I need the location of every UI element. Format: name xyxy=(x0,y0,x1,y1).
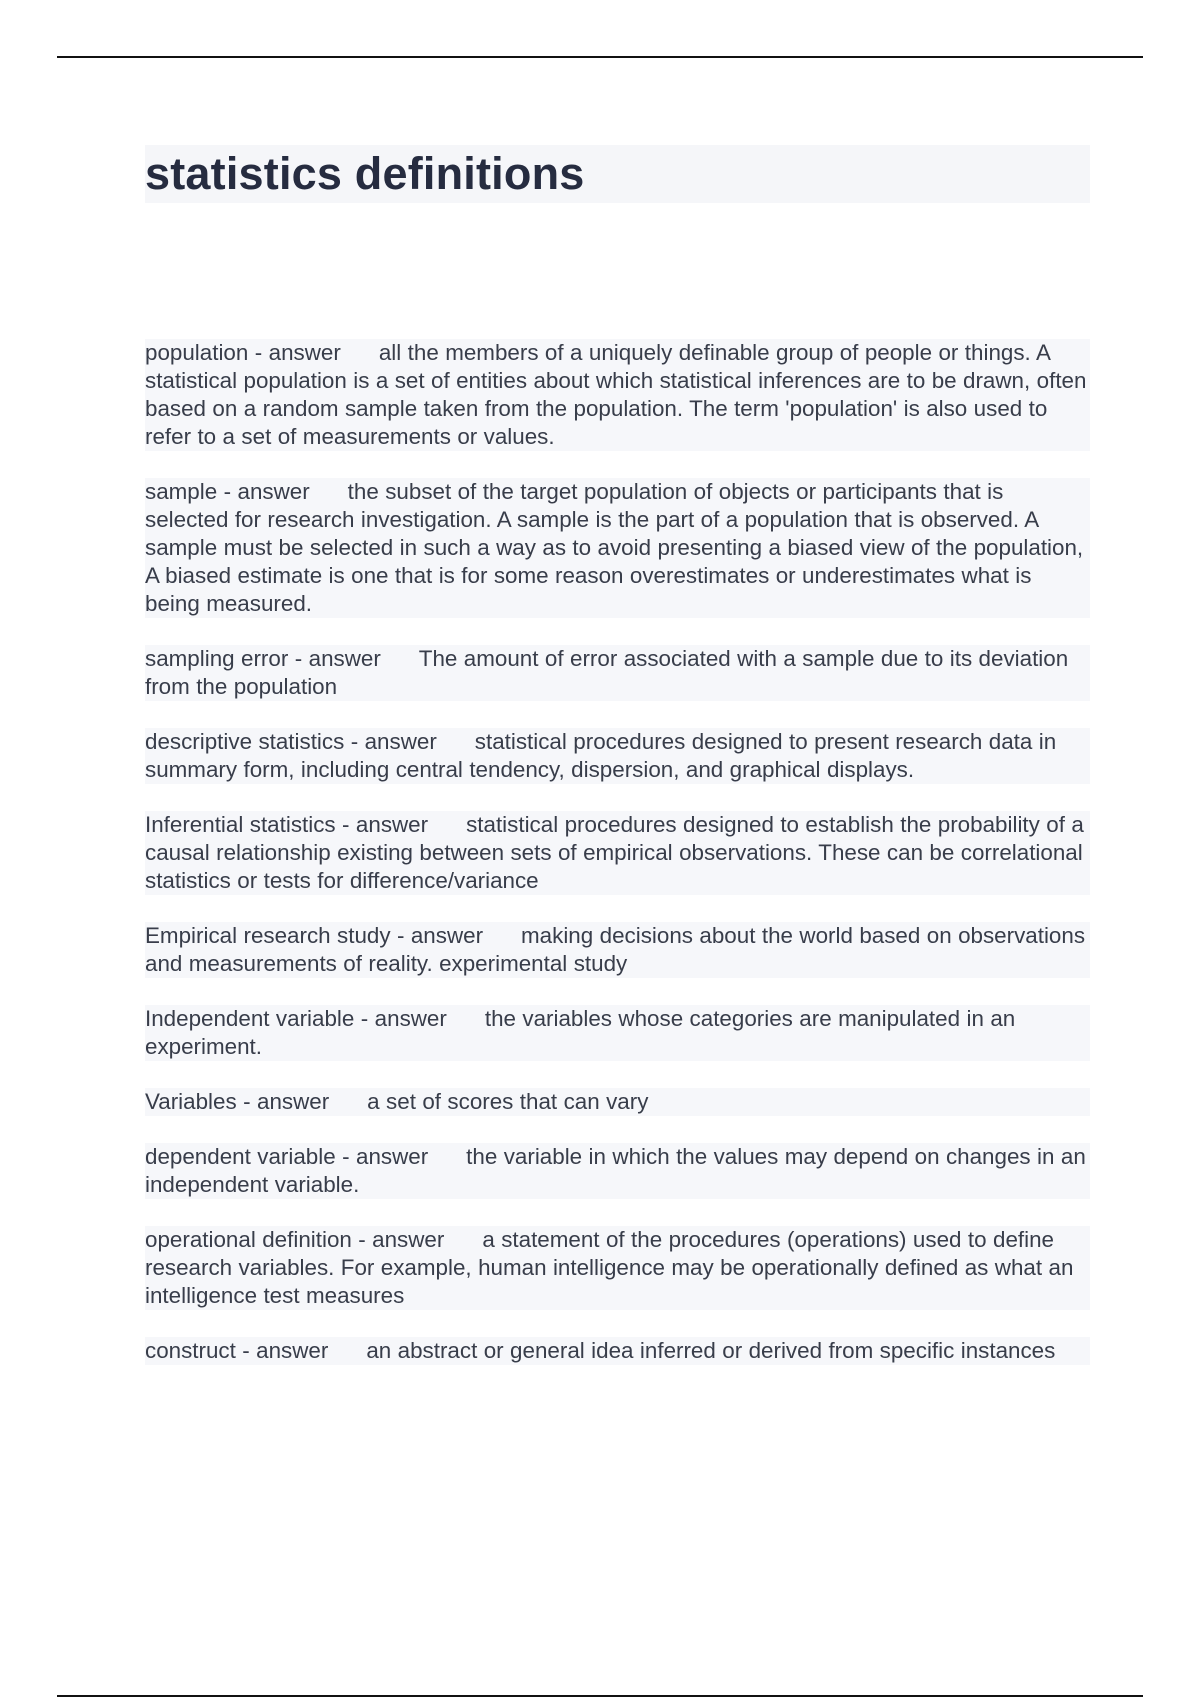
entry-separator: - answer xyxy=(235,1338,329,1363)
entry-definition: an abstract or general idea inferred or derived from specific instances xyxy=(366,1338,1056,1363)
definition-entry xyxy=(145,811,1090,895)
entry-definition: the variables whose categories are manipulated in an experiment. xyxy=(145,1006,1016,1059)
definition-entry xyxy=(145,922,1090,978)
definition-entry xyxy=(145,339,1090,451)
entry-definition: a set of scores that can vary xyxy=(367,1089,649,1114)
entry-definition: a statement of the procedures (operations) used to define research variables. For example, human intelligence may be operationally defined as what an intelligence test measures xyxy=(145,1227,1074,1308)
entry-separator: - answer xyxy=(390,923,484,948)
entry-definition: the variable in which the values may depend on changes in an independent variable. xyxy=(145,1144,1086,1197)
entry-definition: the subset of the target population of objects or participants that is selected for research investigation. A sample is the part of a population that is observed. A sample must be selected in such a way as to avoid presenting a biased view of the population, A biased estimate is one that is for some reason overestimates or underestimates what is being measured. xyxy=(145,479,1084,616)
entry-term: Empirical research study xyxy=(145,923,391,948)
definition-entry xyxy=(145,1143,1090,1199)
entry-term: construct xyxy=(145,1338,236,1363)
entry-separator: - answer xyxy=(217,479,310,504)
definition-entry xyxy=(145,478,1090,618)
entry-definition: statistical procedures designed to present research data in summary form, including central tendency, dispersion, and graphical displays. xyxy=(145,729,1057,782)
entry-term: Independent variable xyxy=(145,1006,355,1031)
entry-term: sample xyxy=(145,479,218,504)
entry-term: Inferential statistics xyxy=(145,812,336,837)
entry-term: descriptive statistics xyxy=(145,729,345,754)
page-title: statistics definitions xyxy=(145,148,585,199)
definition-entry xyxy=(145,1088,1090,1116)
entry-separator: - answer xyxy=(248,340,341,365)
definition-entry xyxy=(145,1005,1090,1061)
entry-separator: - answer xyxy=(335,1144,429,1169)
entry-definition: making decisions about the world based on observations and measurements of reality. experimental study xyxy=(145,923,1086,976)
definitions-list xyxy=(145,339,1090,1392)
entry-definition: The amount of error associated with a sample due to its deviation from the population xyxy=(145,646,1069,699)
entry-term: sampling error xyxy=(145,646,289,671)
entry-term: Variables xyxy=(145,1089,237,1114)
entry-term: population xyxy=(145,340,249,365)
entry-separator: - answer xyxy=(288,646,381,671)
entry-term: dependent variable xyxy=(145,1144,336,1169)
top-rule xyxy=(57,56,1143,58)
entry-separator: - answer xyxy=(354,1006,447,1031)
entry-separator: - answer xyxy=(344,729,437,754)
definition-entry xyxy=(145,728,1090,784)
definition-entry xyxy=(145,1337,1090,1365)
definition-entry xyxy=(145,1226,1090,1310)
entry-separator: - answer xyxy=(351,1227,445,1252)
entry-separator: - answer xyxy=(236,1089,330,1114)
definition-entry xyxy=(145,645,1090,701)
entry-term: operational definition xyxy=(145,1227,352,1252)
entry-definition: all the members of a uniquely definable group of people or things. A statistical population is a set of entities about which statistical inferences are to be drawn, often based on a random sample taken from the population. The term 'population' is also used to refer to a set of measurements or values. xyxy=(145,340,1087,449)
entry-separator: - answer xyxy=(335,812,429,837)
entry-definition: statistical procedures designed to establish the probability of a causal relationship existing between sets of empirical observations. These can be correlational statistics or tests for difference/variance xyxy=(145,812,1084,893)
bottom-rule xyxy=(57,1695,1143,1697)
